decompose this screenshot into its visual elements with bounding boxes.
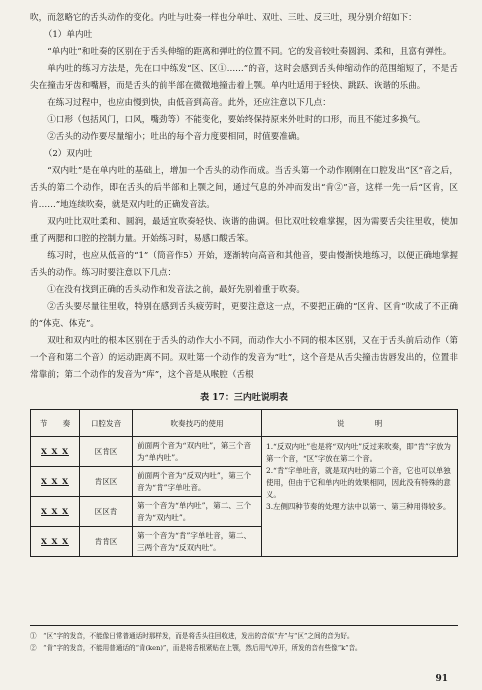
mouth-sound: 肯肯区 (80, 527, 133, 557)
mouth-sound: 区肯区 (80, 437, 133, 467)
technique-usage: 前面两个音为“反双内吐”，第三个音为“肯”字单吐音。 (133, 467, 262, 497)
paragraph: 在练习过程中，也应由慢到快，由低音到高音。此外，还应注意以下几点： (47, 98, 331, 108)
explanation-cell (262, 437, 458, 557)
rhythm-notation: X X X (31, 527, 80, 557)
paragraph: 吹，而忽略它的舌头动作的变化。内吐与吐奏一样也分单吐、双吐、三吐、反三吐，现分别介绍如下： (30, 13, 417, 23)
paragraph: “双内吐”是在单内吐的基础上，增加一个舌头的动作而成。当舌头第一个动作刚刚在口腔发出“区”音之后，舌头的第二个动作，即在舌头的后半部和上颚之间，通过气息的外冲而发出“肯②”音，这样一先一后“区肯，区肯……”地连续吹奏，就是双内吐的正确发音法。 (30, 166, 458, 210)
table-header-row (31, 410, 458, 437)
technique-usage: 第一个音为“单内吐”，第二、三个音为“双内吐”。 (133, 497, 262, 527)
column-header-sound: 口腔发音 (80, 410, 133, 437)
section-heading: （1）单内吐 (43, 30, 93, 40)
list-item: ②舌头的动作要尽量缩小；吐出的每个音力度要相同，时值要准确。 (47, 132, 306, 142)
rhythm-notation: X X X (31, 497, 80, 527)
paragraph: 练习时，也应从低音的“1”（筒音作5）开始，逐渐转向高音和其他音，要由慢渐快地练习，以便正确地掌握舌头的动作。练习时要注意以下几点： (30, 251, 458, 278)
page-number: 91 (435, 674, 448, 684)
paragraph: “单内吐”和吐奏的区别在于舌头伸缩的距离和弹吐的位置不同。它的发音较吐奏圆润、柔和，且富有弹性。 (47, 47, 452, 57)
column-header-usage: 吹奏技巧的使用 (133, 410, 262, 437)
rhythm-notation: X X X (31, 467, 80, 497)
mouth-sound: 区区肯 (80, 497, 133, 527)
technique-usage: 前面两个音为“双内吐”，第三个音为“单内吐”。 (133, 437, 262, 467)
column-header-rhythm: 节 奏 (31, 410, 80, 437)
footnote: ② “肯”字的发音，不能用普通话的“肯(ken)”，而是将舌根紧贴在上颚，然后用气冲开，所发的音有些像“k”音。 (30, 644, 362, 652)
footnotes (30, 625, 458, 654)
paragraph: 双吐和双内吐的根本区别在于舌头的动作大小不同，而动作大小不同的根本区别，又在于舌头前后动作（第一个音和第二个音）的运动距离不同。双吐第一个动作的发音为“吐”，这个音是从舌尖撞击齿唇发出的，位置非常靠前；第二个动作的发音为“库”，这个音是从喉腔（舌根 (30, 336, 458, 380)
table-title: 表 17：三内吐说明表 (200, 393, 288, 403)
list-item: ②舌头要尽量往里收，特别在感到舌头疲劳时，更要注意这一点，不要把正确的“区肯、区肯”吹成了不正确的“体克、体克”。 (30, 302, 458, 329)
rhythm-notation: X X X (31, 437, 80, 467)
list-item: ①口形（包括风门，口风，嘴劲等）不能变化，要始终保持原来外吐时的口形，而且不能过多换气。 (47, 115, 426, 125)
list-item: ①在没有找到正确的舌头动作和发音法之前，最好先别着重于吹奏。 (47, 285, 306, 295)
paragraph: 双内吐比双吐柔和、圆润，最适宜吹奏轻快、诙谐的曲调。但比双吐较难掌握，因为需要舌尖往里收，使加重了两腮和口腔的控制力量。开始练习时，易感口酸舌笨。 (30, 217, 458, 244)
triple-inner-tongue-table (30, 409, 458, 557)
table-row (31, 437, 458, 467)
explanation-text: 1.“反双内吐”也是将“双内吐”反过来吹奏，即“肯”字放为第一个音，“区”字放在第二个音。 2.“肯”字单吐音，就是双内吐的第二个音，它也可以单独使用，但由于它和单内吐的效果相同，因此没有特殊的意义。 3.左侧四种节奏的处理方法中以第一、第三种用得较多。 (266, 442, 451, 511)
footnote: ① “区”字的发音，不能像日常普通话时那样发，而是将舌头往回收进，发出的音似“卉”与“区”之间的音为好。 (30, 632, 354, 640)
book-page (30, 10, 458, 684)
technique-usage: 第一个音为“肯”字单吐音，第二、三两个音为“反双内吐”。 (133, 527, 262, 557)
section-heading: （2）双内吐 (43, 149, 93, 159)
paragraph: 单内吐的练习方法是，先在口中练发“区、区①……”的音，这时会感到舌头伸缩动作的范围缩短了，不是舌尖在撞击牙齿和嘴唇，而是舌头的前半部在微微地撞击着上颚。单内吐适用于轻快、跳跃、诙谐的乐曲。 (30, 64, 458, 91)
mouth-sound: 肯区区 (80, 467, 133, 497)
column-header-explanation: 说 明 (262, 410, 458, 437)
